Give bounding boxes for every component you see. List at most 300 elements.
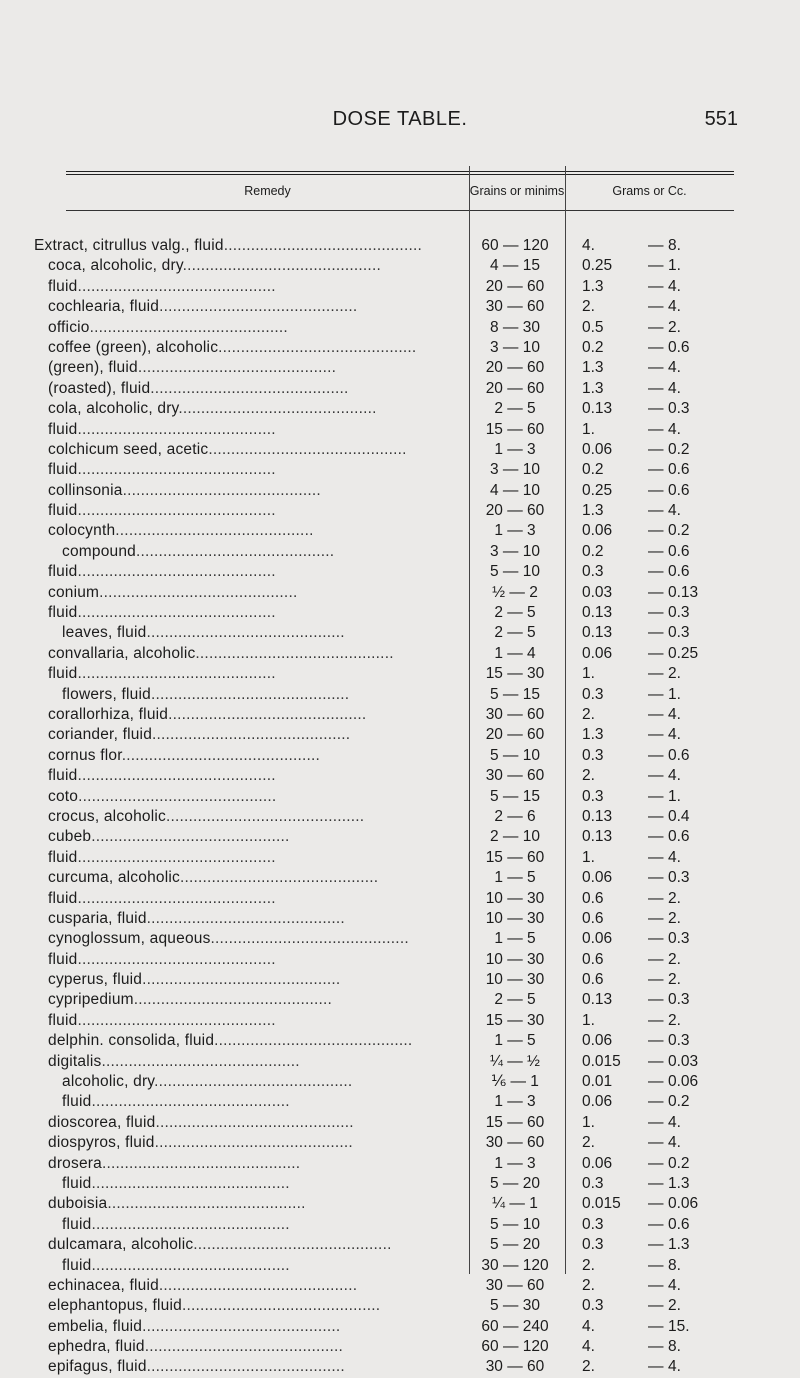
grains-cell: 2 — 10 (490, 828, 540, 846)
grams-low-cell: 1.3 (582, 502, 604, 520)
range-dash: — (648, 481, 664, 499)
grams-high-cell: 4. (668, 705, 681, 723)
range-dash: — (648, 1317, 664, 1335)
grams-high-cell: 0.3 (668, 991, 690, 1009)
grams-low-cell: 0.13 (582, 991, 613, 1009)
table-row (0, 1296, 800, 1316)
remedy-cell (48, 1317, 464, 1337)
table-row (0, 1317, 800, 1337)
grains-cell: 10 — 30 (485, 971, 545, 989)
grains-cell: ½ — 2 (492, 583, 538, 601)
grams-low-cell: 2. (582, 298, 595, 316)
grams-high-cell: 2. (668, 1297, 681, 1315)
grains-cell: 2 — 5 (494, 400, 536, 418)
remedy-name: coffee (green), alcoholic (48, 338, 219, 356)
grams-low-cell: 2. (582, 1358, 595, 1376)
grains-cell: 4 — 15 (490, 257, 540, 275)
grams-low-cell: 0.13 (582, 807, 613, 825)
table-row (0, 501, 800, 521)
grams-high-cell: 15. (668, 1317, 690, 1335)
grains-cell: 10 — 30 (485, 909, 545, 927)
grams-high-cell: 4. (668, 1358, 681, 1376)
range-dash: — (648, 991, 664, 1009)
remedy-name: fluid (62, 1093, 92, 1111)
grams-high-cell: 4. (668, 848, 681, 866)
grains-cell: 15 — 60 (485, 420, 545, 438)
remedy-cell (48, 1154, 464, 1174)
leader-dots: ............................................ (223, 237, 422, 254)
grams-high-cell: 4. (668, 1276, 681, 1294)
table-row (0, 521, 800, 541)
grams-high-cell: 0.6 (668, 461, 690, 479)
grains-cell: 20 — 60 (485, 379, 545, 397)
leader-dots: ............................................ (77, 889, 276, 907)
remedy-name: fluid (48, 665, 78, 683)
range-dash: — (648, 644, 664, 662)
leader-dots: ............................................ (135, 542, 335, 560)
grains-cell: 30 — 60 (485, 705, 545, 723)
range-dash: — (648, 1276, 664, 1294)
grams-high-cell: 0.6 (668, 828, 690, 846)
range-dash: — (648, 359, 664, 377)
column-header-grams: Grams or Cc. (612, 184, 687, 198)
remedy-cell (48, 787, 464, 807)
table-row (0, 460, 800, 480)
remedy-name: dulcamara, alcoholic (48, 1236, 194, 1254)
grains-cell: 1 — 4 (494, 644, 536, 662)
remedy-name: fluid (48, 604, 78, 622)
grains-cell: 15 — 30 (485, 1011, 545, 1029)
remedy-cell (62, 542, 464, 562)
grains-cell: 5 — 20 (490, 1236, 540, 1254)
grains-cell: 1 — 5 (494, 869, 536, 887)
leader-dots: ............................................ (150, 379, 349, 397)
grams-low-cell: 1.3 (582, 379, 604, 397)
remedy-cell (48, 277, 464, 297)
table-row (0, 256, 800, 276)
remedy-name: cusparia, fluid (48, 909, 147, 927)
grams-high-cell: 8. (668, 1256, 681, 1274)
grains-cell: 8 — 30 (490, 318, 540, 336)
grains-cell: ¼ — 1 (492, 1195, 538, 1213)
table-row (0, 562, 800, 582)
grains-cell: 5 — 15 (490, 787, 540, 805)
remedy-name: colocynth (48, 522, 116, 540)
remedy-name: compound (62, 542, 136, 560)
table-row (0, 644, 800, 664)
remedy-cell (48, 1235, 464, 1255)
column-header-grains: Grains or minims (469, 184, 565, 198)
leader-dots: ............................................ (115, 522, 314, 540)
grains-cell: 15 — 60 (485, 848, 545, 866)
page-title: DOSE TABLE. (332, 108, 468, 130)
remedy-cell (48, 970, 464, 990)
range-dash: — (648, 542, 664, 560)
leader-dots: ............................................ (179, 869, 379, 887)
grams-low-cell: 4. (582, 1338, 595, 1356)
grams-high-cell: 8. (668, 237, 681, 254)
grains-cell: 20 — 60 (485, 502, 545, 520)
leader-dots: ............................................ (150, 685, 350, 703)
leader-dots: ............................................ (165, 807, 365, 825)
range-dash: — (648, 950, 664, 968)
grains-cell: 5 — 15 (490, 685, 540, 703)
grams-high-cell: 2. (668, 909, 681, 927)
remedy-cell (48, 1337, 464, 1357)
remedy-name: fluid (62, 1174, 92, 1192)
remedy-name: fluid (48, 848, 78, 866)
grams-low-cell: 0.06 (582, 1154, 613, 1172)
grams-high-cell: 4. (668, 726, 681, 744)
grams-low-cell: 0.06 (582, 440, 613, 458)
range-dash: — (648, 1195, 664, 1213)
grams-low-cell: 0.13 (582, 828, 613, 846)
remedy-cell (48, 746, 464, 766)
grams-high-cell: 4. (668, 1134, 681, 1152)
remedy-cell (48, 1011, 464, 1031)
range-dash: — (648, 400, 664, 418)
remedy-cell (48, 501, 464, 521)
leader-dots: ............................................ (182, 257, 381, 275)
table-row (0, 1215, 800, 1235)
remedy-name: fluid (48, 889, 78, 907)
leader-dots: ............................................ (210, 930, 409, 948)
grams-high-cell: 4. (668, 379, 681, 397)
grams-high-cell: 2. (668, 318, 681, 336)
remedy-name: colchicum seed, acetic (48, 440, 209, 458)
leader-dots: ............................................ (91, 1256, 290, 1274)
leader-dots: ............................................ (137, 359, 337, 377)
table-row (0, 379, 800, 399)
remedy-name: fluid (48, 461, 78, 479)
grams-high-cell: 8. (668, 1338, 681, 1356)
grams-low-cell: 1. (582, 1113, 595, 1131)
remedy-cell (48, 460, 464, 480)
range-dash: — (648, 1297, 664, 1315)
table-row (0, 1194, 800, 1214)
table-row (0, 970, 800, 990)
grains-cell: 5 — 10 (490, 1215, 540, 1233)
leader-dots: ............................................ (77, 502, 276, 520)
leader-dots: ............................................ (77, 461, 276, 479)
grams-low-cell: 0.06 (582, 930, 613, 948)
remedy-cell (48, 521, 464, 541)
table-top-rule-double (66, 174, 734, 175)
table-row (0, 950, 800, 970)
leader-dots: ............................................ (77, 277, 276, 295)
range-dash: — (648, 522, 664, 540)
range-dash: — (648, 705, 664, 723)
grams-high-cell: 4. (668, 359, 681, 377)
table-row (0, 664, 800, 684)
leader-dots: ............................................ (78, 787, 277, 805)
remedy-name: cochlearia, fluid (48, 298, 160, 316)
table-row (0, 1052, 800, 1072)
grains-cell: 1 — 3 (494, 440, 536, 458)
grams-low-cell: 1.3 (582, 726, 604, 744)
leader-dots: ............................................ (193, 1236, 392, 1254)
remedy-name: fluid (48, 950, 78, 968)
range-dash: — (648, 338, 664, 356)
grams-high-cell: 0.4 (668, 807, 690, 825)
table-row (0, 1154, 800, 1174)
range-dash: — (648, 889, 664, 907)
remedy-name: corallorhiza, fluid (48, 705, 169, 723)
remedy-name: cypripedium (48, 991, 134, 1009)
grams-high-cell: 2. (668, 1011, 681, 1029)
remedy-cell (48, 1357, 464, 1377)
grams-low-cell: 1. (582, 420, 595, 438)
table-row (0, 603, 800, 623)
remedy-cell (48, 705, 464, 725)
remedy-name: coriander, fluid (48, 726, 153, 744)
remedy-cell (48, 256, 464, 276)
table-row (0, 1031, 800, 1051)
grains-cell: ⅙ — 1 (491, 1073, 539, 1091)
range-dash: — (648, 583, 664, 601)
remedy-name: fluid (48, 277, 78, 295)
remedy-cell (48, 399, 464, 419)
remedy-cell (34, 236, 464, 256)
remedy-cell (62, 1092, 464, 1112)
range-dash: — (648, 746, 664, 764)
grams-low-cell: 0.3 (582, 1174, 604, 1192)
remedy-cell (62, 1174, 464, 1194)
range-dash: — (648, 379, 664, 397)
remedy-name: conium (48, 583, 100, 601)
table-row (0, 297, 800, 317)
grams-high-cell: 0.3 (668, 1032, 690, 1050)
grams-low-cell: 1.3 (582, 359, 604, 377)
grams-high-cell: 0.06 (668, 1073, 699, 1091)
table-row (0, 1337, 800, 1357)
range-dash: — (648, 1338, 664, 1356)
range-dash: — (648, 298, 664, 316)
grains-cell: 2 — 5 (494, 991, 536, 1009)
table-row (0, 990, 800, 1010)
range-dash: — (648, 848, 664, 866)
grams-high-cell: 0.3 (668, 869, 690, 887)
range-dash: — (648, 237, 664, 254)
table-row (0, 542, 800, 562)
leader-dots: ............................................ (89, 318, 288, 336)
grams-high-cell: 2. (668, 950, 681, 968)
table-row (0, 277, 800, 297)
table-row (0, 685, 800, 705)
remedy-name: fluid (62, 1215, 92, 1233)
remedy-cell (48, 1194, 464, 1214)
remedy-cell (48, 297, 464, 317)
grams-low-cell: 0.06 (582, 522, 613, 540)
grams-high-cell: 0.3 (668, 930, 690, 948)
leader-dots: ............................................ (158, 1276, 358, 1294)
leader-dots: ............................................ (168, 705, 367, 723)
grams-low-cell: 0.3 (582, 685, 604, 703)
grams-low-cell: 0.015 (582, 1052, 621, 1070)
grains-cell: 15 — 30 (485, 665, 545, 683)
grams-low-cell: 0.13 (582, 624, 613, 642)
remedy-name: echinacea, fluid (48, 1276, 159, 1294)
table-row (0, 827, 800, 847)
leader-dots: ............................................ (146, 1358, 345, 1376)
leader-dots: ............................................ (159, 298, 358, 316)
range-dash: — (648, 807, 664, 825)
grams-high-cell: 0.25 (668, 644, 699, 662)
grams-high-cell: 0.3 (668, 604, 690, 622)
grains-cell: ¼ — ½ (490, 1052, 540, 1070)
table-row (0, 338, 800, 358)
leader-dots: ............................................ (133, 991, 333, 1009)
range-dash: — (648, 909, 664, 927)
leader-dots: ............................................ (142, 1317, 341, 1335)
remedy-name: cola, alcoholic, dry (48, 400, 179, 418)
range-dash: — (648, 1093, 664, 1111)
grains-cell: 30 — 120 (481, 1256, 549, 1274)
grains-cell: 5 — 10 (490, 746, 540, 764)
remedy-cell (48, 420, 464, 440)
table-row (0, 766, 800, 786)
grams-high-cell: 4. (668, 502, 681, 520)
grams-high-cell: 1. (668, 685, 681, 703)
table-row (0, 909, 800, 929)
grams-low-cell: 0.3 (582, 787, 604, 805)
leader-dots: ............................................ (107, 1195, 306, 1213)
grams-high-cell: 1.3 (668, 1174, 690, 1192)
grams-low-cell: 1.3 (582, 277, 604, 295)
grams-high-cell: 0.3 (668, 624, 690, 642)
grams-high-cell: 4. (668, 767, 681, 785)
grains-cell: 30 — 60 (485, 298, 545, 316)
remedy-cell (48, 1296, 464, 1316)
remedy-cell (48, 868, 464, 888)
remedy-name: convallaria, alcoholic (48, 644, 196, 662)
range-dash: — (648, 971, 664, 989)
grams-high-cell: 1.3 (668, 1236, 690, 1254)
leader-dots: ............................................ (195, 644, 394, 662)
remedy-name: fluid (62, 1256, 92, 1274)
remedy-cell (48, 664, 464, 684)
grains-cell: 10 — 30 (485, 950, 545, 968)
remedy-name: fluid (48, 1011, 78, 1029)
grams-low-cell: 0.5 (582, 318, 604, 336)
grams-low-cell: 0.2 (582, 338, 604, 356)
table-row (0, 583, 800, 603)
grams-low-cell: 0.2 (582, 542, 604, 560)
grains-cell: 15 — 60 (485, 1113, 545, 1131)
table-row (0, 440, 800, 460)
grams-low-cell: 0.03 (582, 583, 613, 601)
range-dash: — (648, 604, 664, 622)
leader-dots: ............................................ (77, 767, 276, 785)
grams-low-cell: 0.3 (582, 1297, 604, 1315)
remedy-cell (62, 1256, 464, 1276)
table-row (0, 358, 800, 378)
grains-cell: 10 — 30 (485, 889, 545, 907)
column-header-remedy: Remedy (244, 184, 291, 198)
range-dash: — (648, 787, 664, 805)
remedy-cell (48, 440, 464, 460)
remedy-name: fluid (48, 563, 78, 581)
grams-low-cell: 0.01 (582, 1073, 613, 1091)
grams-low-cell: 0.3 (582, 1236, 604, 1254)
remedy-name: cornus flor (48, 746, 122, 764)
table-row (0, 623, 800, 643)
table-row (0, 318, 800, 338)
remedy-cell (62, 1215, 464, 1235)
leader-dots: ............................................ (208, 440, 407, 458)
remedy-cell (48, 909, 464, 929)
table-row (0, 725, 800, 745)
grains-cell: 2 — 5 (494, 624, 536, 642)
grains-cell: 1 — 5 (494, 1032, 536, 1050)
page-number: 551 (704, 108, 738, 130)
header-separator-rule (66, 210, 734, 211)
grains-cell: 3 — 10 (490, 461, 540, 479)
remedy-name: duboisia (48, 1195, 108, 1213)
leader-dots: ............................................ (214, 1032, 413, 1050)
grains-cell: 30 — 60 (485, 1276, 545, 1294)
range-dash: — (648, 502, 664, 520)
grams-low-cell: 2. (582, 1276, 595, 1294)
grams-high-cell: 2. (668, 971, 681, 989)
grains-cell: 60 — 120 (481, 237, 549, 254)
table-row (0, 807, 800, 827)
leader-dots: ............................................ (142, 971, 341, 989)
leader-dots: ............................................ (121, 746, 321, 764)
grams-high-cell: 0.6 (668, 1215, 690, 1233)
grams-high-cell: 0.06 (668, 1195, 699, 1213)
remedy-cell (48, 644, 464, 664)
grams-low-cell: 2. (582, 1256, 595, 1274)
table-row (0, 1256, 800, 1276)
range-dash: — (648, 461, 664, 479)
leader-dots: ............................................ (154, 1134, 353, 1152)
range-dash: — (648, 1215, 664, 1233)
grams-low-cell: 0.6 (582, 971, 604, 989)
range-dash: — (648, 1256, 664, 1274)
grams-low-cell: 0.25 (582, 481, 613, 499)
grains-cell: 30 — 60 (485, 767, 545, 785)
leader-dots: ............................................ (152, 726, 351, 744)
remedy-cell (48, 766, 464, 786)
dose-table-body (0, 236, 800, 1378)
range-dash: — (648, 726, 664, 744)
range-dash: — (648, 1113, 664, 1131)
grains-cell: 2 — 5 (494, 604, 536, 622)
remedy-cell (48, 950, 464, 970)
grains-cell: 20 — 60 (485, 359, 545, 377)
remedy-cell (48, 562, 464, 582)
remedy-cell (48, 1133, 464, 1153)
grams-high-cell: 0.6 (668, 481, 690, 499)
remedy-name: coto (48, 787, 79, 805)
table-row (0, 1357, 800, 1377)
table-row (0, 1133, 800, 1153)
leader-dots: ............................................ (77, 563, 276, 581)
remedy-cell (48, 1052, 464, 1072)
range-dash: — (648, 624, 664, 642)
table-row (0, 1276, 800, 1296)
grams-high-cell: 0.6 (668, 746, 690, 764)
grams-high-cell: 2. (668, 665, 681, 683)
grains-cell: 5 — 30 (490, 1297, 540, 1315)
remedy-name: (green), fluid (48, 359, 138, 377)
table-row (0, 399, 800, 419)
table-row (0, 889, 800, 909)
remedy-name: fluid (48, 767, 78, 785)
grains-cell: 1 — 3 (494, 1154, 536, 1172)
grams-low-cell: 0.6 (582, 950, 604, 968)
